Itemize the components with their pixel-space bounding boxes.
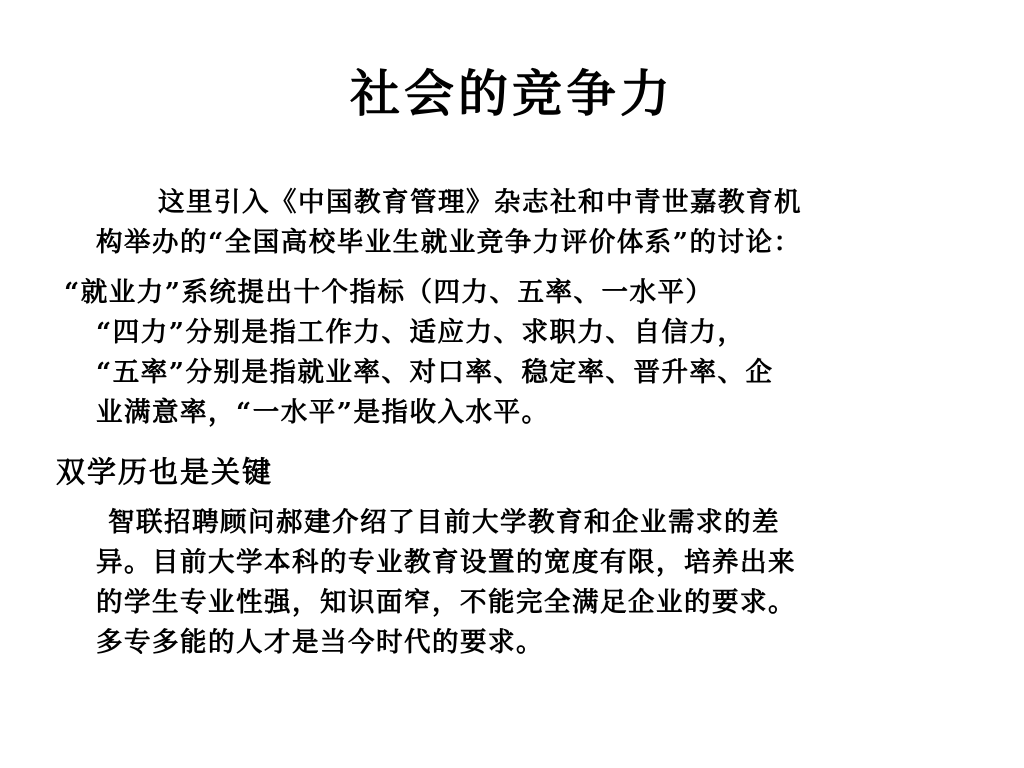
indicators-line: “五率”分别是指就业率、对口率、稳定率、晋升率、企 bbox=[96, 357, 774, 388]
advice-line: 多专多能的人才是当今时代的要求。 bbox=[96, 627, 544, 658]
subheading: 双学历也是关键 bbox=[56, 455, 274, 489]
intro-paragraph bbox=[96, 183, 802, 263]
slide-title: 社会的竞争力 bbox=[350, 64, 674, 123]
advice-line: 智联招聘顾问郝建介绍了目前大学教育和企业需求的差 bbox=[108, 507, 780, 538]
advice-line: 的学生专业性强，知识面窄，不能完全满足企业的要求。 bbox=[96, 587, 796, 618]
indicators-line: “四力”分别是指工作力、适应力、求职力、自信力， bbox=[96, 317, 746, 348]
intro-line: 这里引入《中国教育管理》杂志社和中青世嘉教育机 bbox=[158, 187, 802, 218]
indicators-line: 业满意率，“一水平”是指收入水平。 bbox=[96, 397, 550, 428]
intro-line: 构举办的“全国高校毕业生就业竞争力评价体系”的讨论： bbox=[96, 227, 802, 258]
advice-paragraph bbox=[96, 503, 796, 663]
advice-line: 异。目前大学本科的专业教育设置的宽度有限，培养出来 bbox=[96, 547, 796, 578]
indicators-paragraph bbox=[64, 273, 774, 433]
indicators-line: “就业力”系统提出十个指标（四力、五率、一水平） bbox=[64, 277, 714, 308]
